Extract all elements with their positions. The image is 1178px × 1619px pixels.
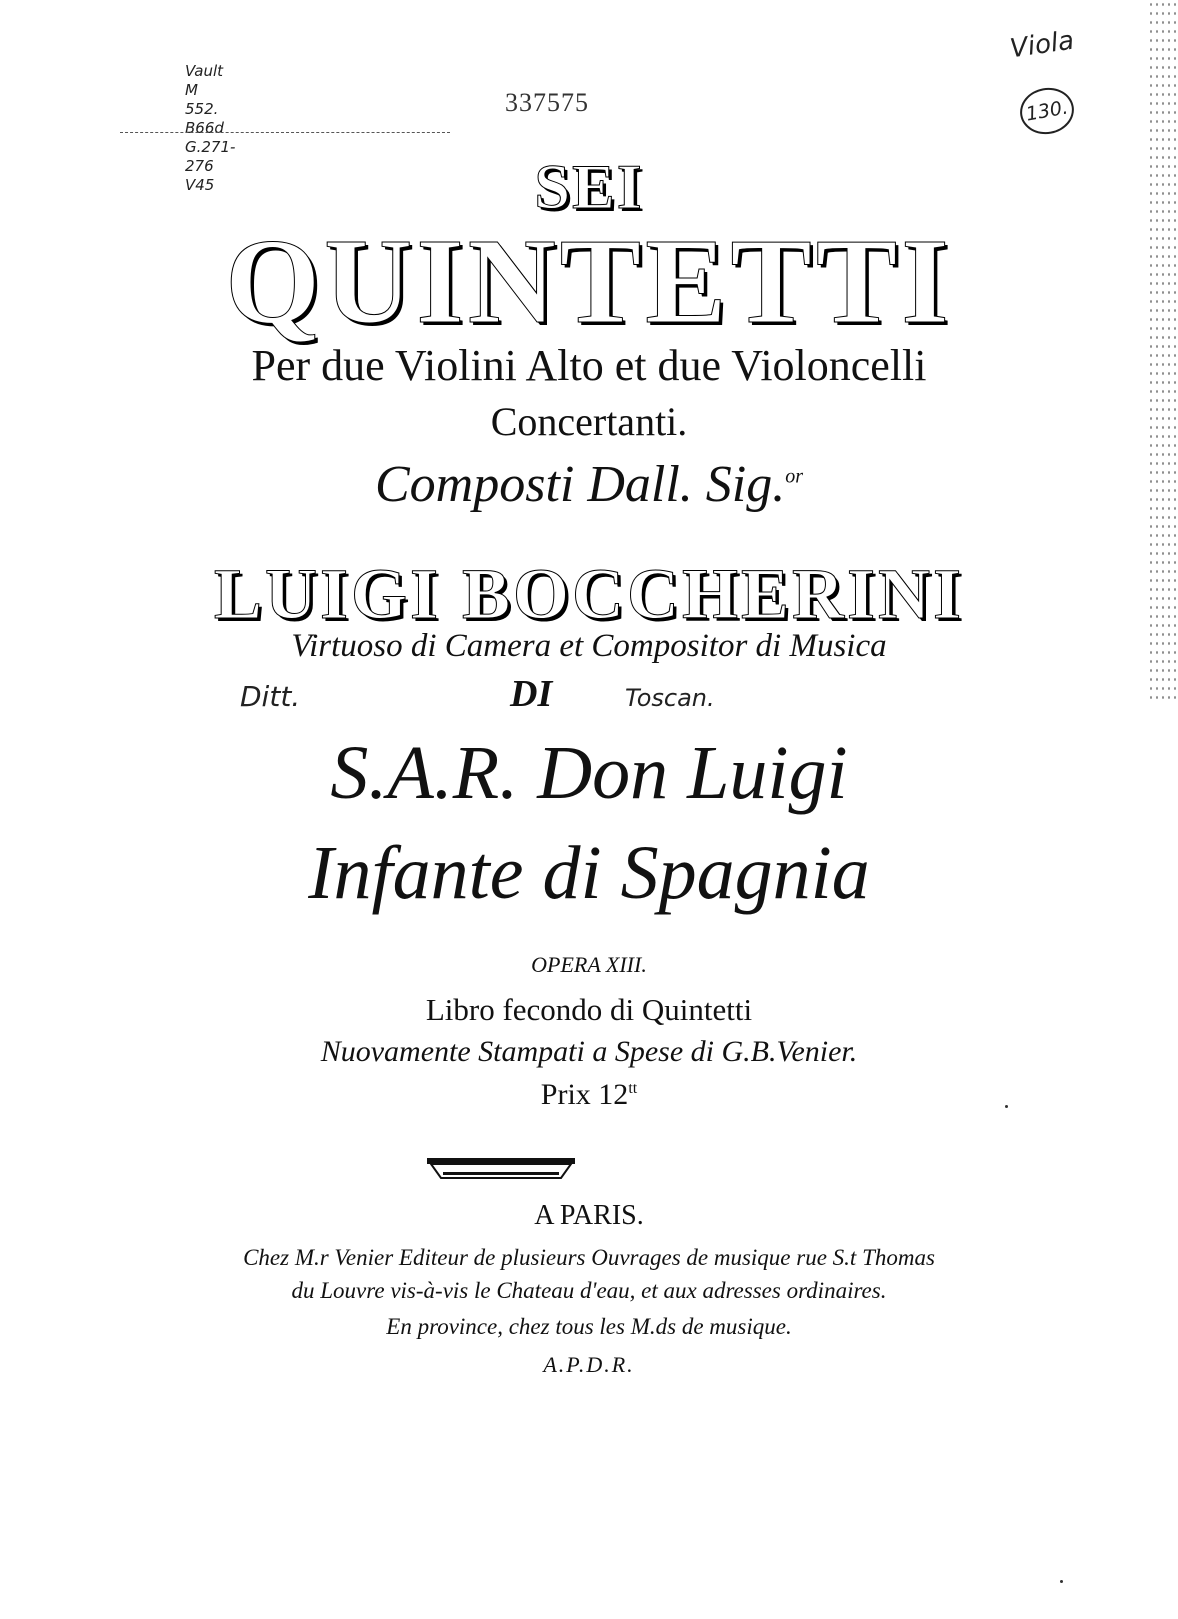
- imprint-line-1: Chez M.r Venier Editeur de plusieurs Ouvrages de musique rue S.t Thomas: [243, 1245, 935, 1270]
- book-label: Libro fecondo di Quintetti: [425, 992, 753, 1027]
- price-sup: tt: [628, 1080, 638, 1097]
- dashed-rule: [120, 132, 450, 133]
- handwritten-ditt: Ditt.: [240, 680, 301, 713]
- composti-text: Composti Dall. Sig.: [374, 456, 786, 513]
- di-word: DI: [510, 673, 553, 715]
- imprint-line-2: du Louvre vis-à-vis le Chateau d'eau, et aux adresses ordinaires.: [291, 1278, 887, 1303]
- title-sei: SEI: [534, 151, 644, 222]
- speck: [1060, 1580, 1063, 1583]
- imprint-line-3: En province, chez tous les M.ds de musique.: [386, 1314, 792, 1339]
- price-text: Prix 12: [540, 1078, 629, 1111]
- patron-line-2: Infante di Spagnia: [308, 831, 870, 915]
- patron-line-1: S.A.R. Don Luigi: [330, 731, 848, 815]
- call-line: 552.: [185, 100, 219, 118]
- price: [0, 1078, 1178, 1112]
- concertanti: Concertanti.: [490, 399, 688, 444]
- composer-name: LUIGI BOCCHERINI: [213, 554, 965, 634]
- handwritten-right: [625, 672, 715, 716]
- title-quintetti: QUINTETTI: [225, 214, 953, 349]
- privilege-mark: A.P.D.R.: [543, 1352, 635, 1377]
- call-line: Vault: [185, 62, 224, 80]
- composti-line: [0, 455, 1178, 514]
- speck: [1005, 1105, 1008, 1108]
- ornamental-bar: [427, 1158, 575, 1180]
- instrumentation: Per due Violini Alto et due Violoncelli: [251, 341, 927, 390]
- handwritten-toscan: Toscan.: [625, 684, 715, 712]
- call-line: M: [185, 81, 198, 99]
- composti-sup: or: [785, 465, 804, 488]
- call-line: 276: [185, 157, 214, 175]
- publisher-note: Nuovamente Stampati a Spese di G.B.Venier.: [320, 1035, 858, 1068]
- imprint-city: A PARIS.: [534, 1200, 644, 1231]
- call-line: B66d: [185, 119, 224, 137]
- composer-title: Virtuoso di Camera et Compositor di Musica: [291, 628, 887, 664]
- handwritten-left: [240, 672, 300, 716]
- call-line: V45: [185, 176, 215, 194]
- viola-label: Viola: [1008, 25, 1076, 65]
- accession-number: 337575: [505, 88, 589, 117]
- circled-number: 130.: [1016, 84, 1077, 139]
- opus-number: OPERA XIII.: [531, 952, 647, 977]
- call-line: G.271-: [185, 138, 236, 156]
